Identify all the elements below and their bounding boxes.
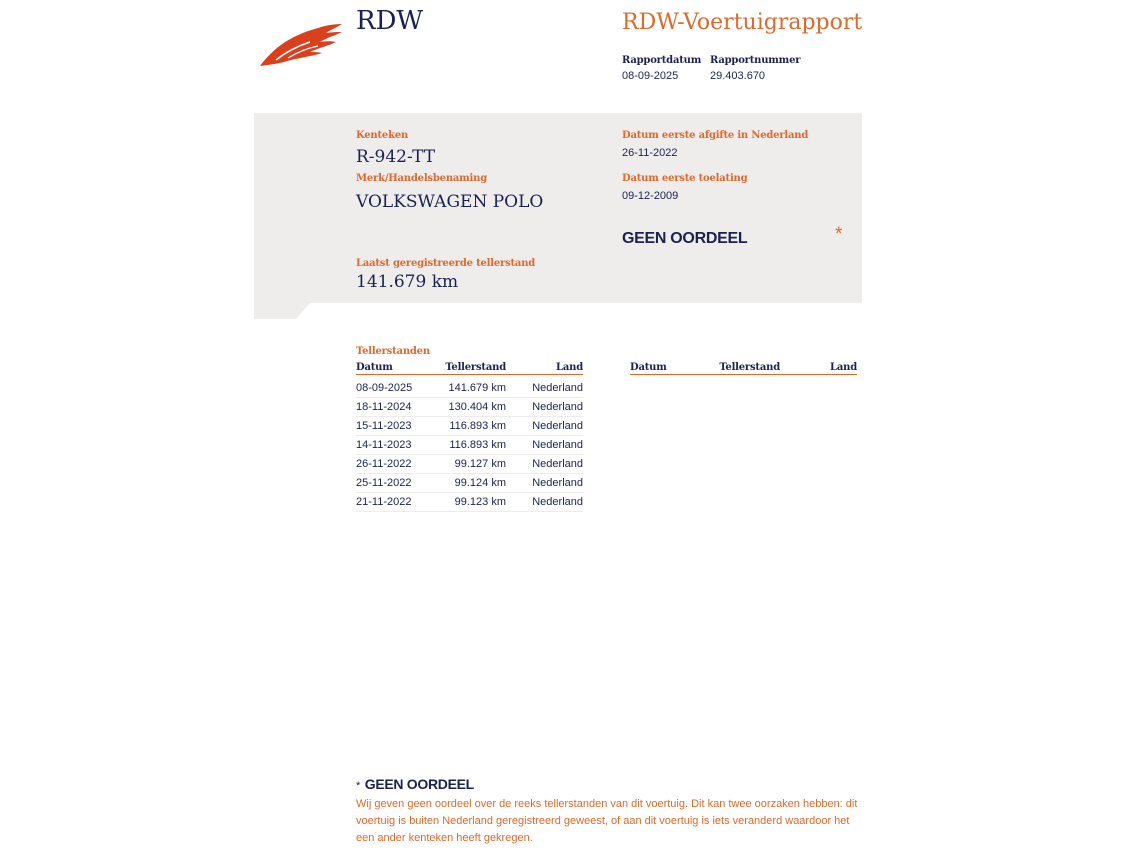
brand-name: RDW (356, 6, 424, 36)
row-reading: 116.893 km (436, 436, 506, 455)
col-date-header: Datum (356, 362, 436, 375)
table-row (356, 436, 583, 455)
report-date: 08-09-2025 (622, 70, 679, 82)
row-date: 21-11-2022 (356, 493, 436, 512)
col-reading-header-right: Tellerstand (710, 362, 780, 375)
row-date: 26-11-2022 (356, 455, 436, 474)
footnote-heading: GEEN OORDEEL (364, 776, 474, 792)
row-country: Nederland (506, 398, 583, 417)
table-row (356, 417, 583, 436)
row-reading: 130.404 km (436, 398, 506, 417)
make-value: VOLKSWAGEN POLO (356, 192, 544, 212)
row-reading: 116.893 km (436, 417, 506, 436)
table-row (356, 398, 583, 417)
odometer-value: 141.679 km (356, 272, 459, 292)
table-row (356, 455, 583, 474)
report-number-label: Rapportnummer (710, 55, 801, 66)
row-country: Nederland (506, 436, 583, 455)
report-number: 29.403.670 (710, 70, 766, 82)
row-date: 08-09-2025 (356, 379, 436, 398)
readings-table-right (630, 362, 857, 375)
report-title: RDW-Voertuigrapport (622, 10, 863, 35)
table-row (356, 493, 583, 512)
row-date: 25-11-2022 (356, 474, 436, 493)
report-date-label: Rapportdatum (622, 55, 702, 66)
verdict-text: GEEN OORDEEL (622, 230, 748, 247)
readings-header-row (356, 362, 583, 375)
first-adm-value: 09-12-2009 (622, 190, 679, 202)
row-country: Nederland (506, 493, 583, 512)
plate-label: Kenteken (356, 130, 409, 141)
odometer-label: Laatst geregistreerde tellerstand (356, 258, 536, 269)
row-reading: 141.679 km (436, 379, 506, 398)
row-date: 15-11-2023 (356, 417, 436, 436)
row-date: 18-11-2024 (356, 398, 436, 417)
col-country-header-right: Land (780, 362, 857, 375)
row-reading: 99.127 km (436, 455, 506, 474)
row-country: Nederland (506, 474, 583, 493)
row-reading: 99.123 km (436, 493, 506, 512)
col-date-header-right: Datum (630, 362, 710, 375)
first-adm-label: Datum eerste toelating (622, 173, 748, 184)
footnote-asterisk: * (356, 780, 361, 792)
table-row (356, 379, 583, 398)
col-reading-header: Tellerstand (436, 362, 506, 375)
verdict-asterisk: * (835, 224, 843, 245)
footnote-text: Wij geven geen oordeel over de reeks tellerstanden van dit voertuig. Dit kan twee oorzaken hebben: dit voertuig is buiten Nederland geregistreerd geweest, of aan dit voertuig is iets veranderd waardoor het een ander kenteken heeft gekregen. (356, 798, 858, 844)
rdw-logo-icon (258, 22, 344, 68)
plate-value: R-942-TT (356, 147, 436, 167)
row-date: 14-11-2023 (356, 436, 436, 455)
first-nl-value: 26-11-2022 (622, 147, 678, 159)
first-nl-label: Datum eerste afgifte in Nederland (622, 130, 809, 141)
table-row (356, 474, 583, 493)
readings-table (356, 362, 583, 512)
panel-tab-shape (254, 303, 314, 319)
row-country: Nederland (506, 417, 583, 436)
readings-title: Tellerstanden (356, 346, 430, 357)
col-country-header: Land (506, 362, 583, 375)
row-reading: 99.124 km (436, 474, 506, 493)
make-label: Merk/Handelsbenaming (356, 173, 488, 184)
row-country: Nederland (506, 455, 583, 474)
readings-header-row-right (630, 362, 857, 375)
footnote-title (356, 776, 474, 794)
row-country: Nederland (506, 379, 583, 398)
vehicle-panel (254, 113, 862, 303)
